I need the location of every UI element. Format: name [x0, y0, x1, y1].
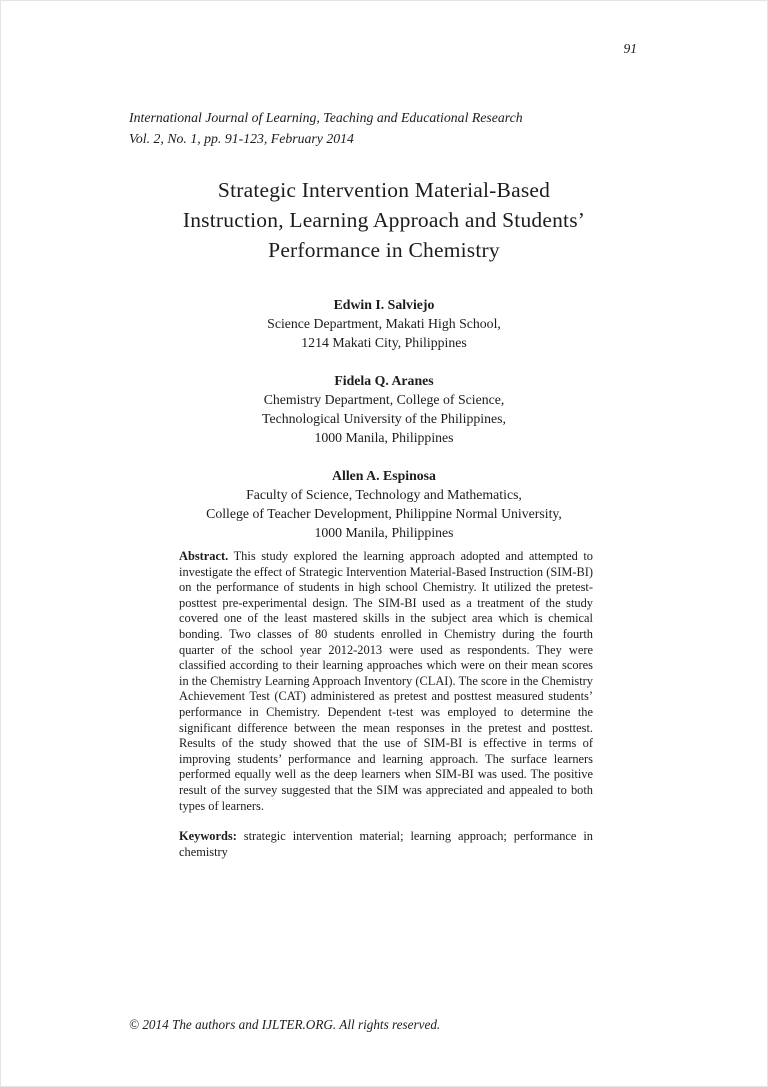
- keywords-label: Keywords:: [179, 829, 237, 844]
- abstract-text: This study explored the learning approach adopted and attempted to investigate the effect of Strategic Intervention Material-Based Instruction (SIM-BI) on the performance of students in high school Chemistry. It utilized the pretest-posttest pre-experimental design. The SIM-BI used as a treatment of the study covered one of the least mastered skills in the subject area which is chemical bonding. Two classes of 80 students enrolled in Chemistry during the fourth quarter of the school year 2012-2013 were used as respondents. They were classified according to their learning approaches which were on their mean scores in the Chemistry Learning Approach Inventory (CLAI). The score in the Chemistry Achievement Test (CAT) administered as pretest and posttest measured students’ performance in Chemistry. Dependent t-test was employed to determine the significant difference between the mean responses in the pretest and posttest. Results of the study showed that the use of SIM-BI is effective in terms of improving students’ performance and learning approach. The surface learners performed equally well as the deep learners when SIM-BI was used. The positive result of the survey suggested that the SIM was appreciated and appealed to both types of learners.: [179, 549, 594, 813]
- paper-title-line-1: Strategic Intervention Material-Based: [217, 178, 551, 202]
- keywords-paragraph: [179, 829, 593, 860]
- author-name: Edwin I. Salviejo: [333, 297, 435, 312]
- paper-title-line-3: Performance in Chemistry: [268, 238, 500, 262]
- paper-title-line-2: Instruction, Learning Approach and Students’: [182, 208, 586, 232]
- authors-section: [97, 295, 671, 561]
- author-affiliation-line: College of Teacher Development, Philippine Normal University,: [206, 506, 562, 521]
- author-affiliation-line: 1214 Makati City, Philippines: [301, 335, 467, 350]
- author-affiliation-line: Faculty of Science, Technology and Mathematics,: [246, 487, 522, 502]
- journal-header: [129, 107, 639, 149]
- copyright-footer: © 2014 The authors and IJLTER.ORG. All rights reserved.: [129, 1017, 441, 1032]
- paper-title: [91, 175, 677, 265]
- author-block-3: [97, 466, 671, 542]
- abstract-section: [179, 549, 593, 860]
- author-name: Fidela Q. Aranes: [334, 373, 434, 388]
- journal-title: International Journal of Learning, Teaching and Educational Research: [129, 110, 523, 125]
- author-affiliation-line: Technological University of the Philippines,: [262, 411, 506, 426]
- author-affiliation-line: Chemistry Department, College of Science,: [263, 392, 505, 407]
- author-block-1: [97, 295, 671, 352]
- keywords-text: strategic intervention material; learning approach; performance in chemistry: [179, 829, 593, 859]
- page-number: 91: [623, 41, 637, 56]
- journal-issue: Vol. 2, No. 1, pp. 91-123, February 2014: [129, 131, 354, 146]
- abstract-label: Abstract.: [179, 549, 229, 563]
- author-affiliation-line: 1000 Manila, Philippines: [314, 525, 454, 540]
- author-affiliation-line: Science Department, Makati High School,: [267, 316, 501, 331]
- author-name: Allen A. Espinosa: [332, 468, 436, 483]
- author-block-2: [97, 371, 671, 447]
- author-affiliation-line: 1000 Manila, Philippines: [314, 430, 454, 445]
- abstract-paragraph: [179, 549, 593, 814]
